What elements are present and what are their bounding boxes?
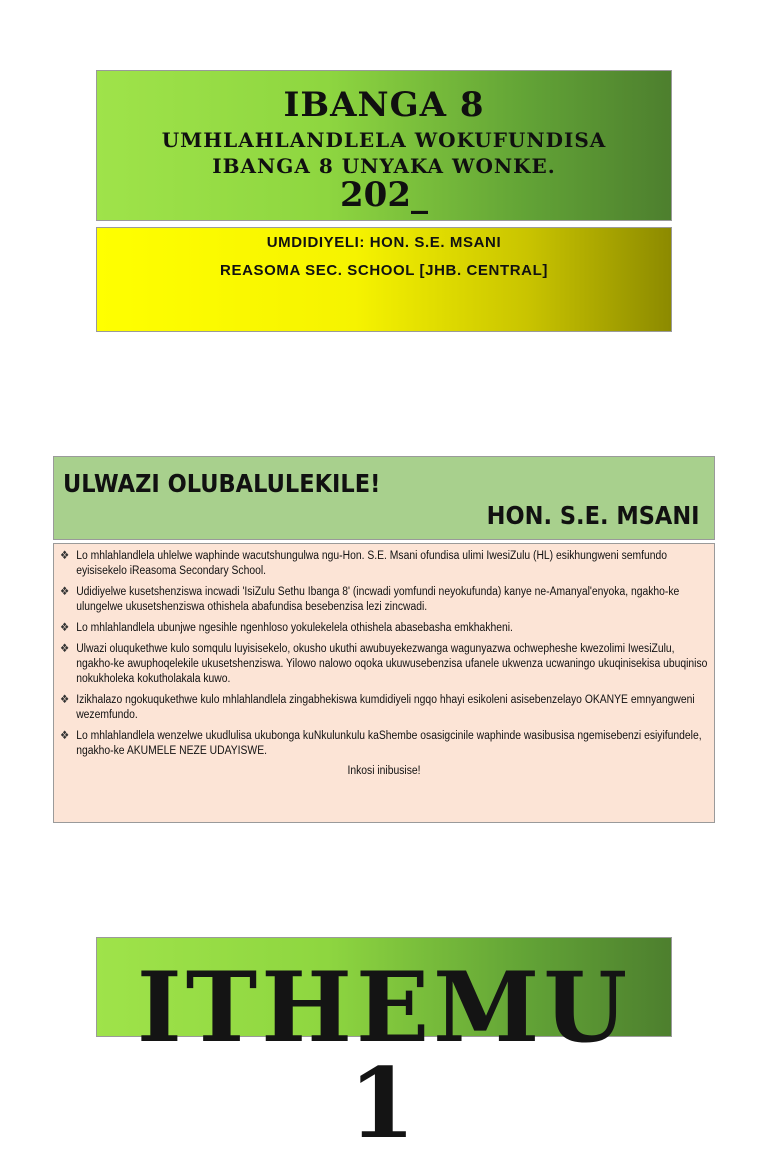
note-item — [60, 621, 711, 636]
info-author: HON. S.E. MSANI — [487, 501, 700, 530]
note-item — [60, 642, 711, 687]
info-heading: ULWAZI OLUBALULEKILE! — [63, 469, 381, 498]
note-item — [60, 549, 711, 579]
term-heading: ITHEMU 1 — [136, 951, 632, 1160]
note-text: Lo mhlahlandlela ubunjwe ngesihle ngenhloso yokulekelela othishela abasebasha emkhakheni. — [76, 622, 513, 634]
info-header — [53, 456, 715, 540]
note-text: Udidiyelwe kusetshenziswa incwadi 'IsiZulu Sethu Ibanga 8' (incwadi yomfundi neyokufunda) kanye ne-Amanyal'enyoka, ngakho-ke ulungelwe ukusetshenziswa othishela abafundisa besebenzisa lezi zincwadi. — [76, 586, 680, 613]
note-item — [60, 729, 711, 759]
note-text: Ulwazi oluqukethwe kulo somqulu luyisisekelo, okusho ukuthi awubuyekezwanga wagunyazwa ochwepheshe kwezolimi IwesiZulu, ngakho-ke awuphoqelekile ukusetshenziswa. Yilowo nalowo oqoka ukuwusebenzisa ufanele ukwenza ucwaningo ukuqinisekisa ubuqiniso nokukholeka kokutholakala kuwo. — [76, 643, 708, 685]
bullet-icon: ❖ — [60, 622, 70, 634]
compiler-name: UMDIDIYELI: HON. S.E. MSANI — [266, 234, 502, 251]
note-item — [60, 585, 711, 615]
note-text: Lo mhlahlandlela uhlelwe waphinde wacutshungulwa ngu-Hon. S.E. Msani ofundisa ulimi IwesiZulu (HL) esikhungweni semfundo eyisisekelo iReasoma Secondary School. — [76, 550, 668, 577]
bullet-icon: ❖ — [60, 586, 70, 598]
document-title: IBANGA 8 — [283, 85, 485, 125]
subtitle-line-2: IBANGA 8 UNYAKA WONKE. — [212, 154, 556, 178]
bullet-icon: ❖ — [60, 730, 70, 742]
document-subtitle — [97, 127, 671, 179]
document-year: 202_ — [340, 175, 428, 215]
bullet-icon: ❖ — [60, 643, 70, 655]
subtitle-line-1: UMHLAHLANDLELA WOKUFUNDISA — [161, 128, 607, 152]
bullet-icon: ❖ — [60, 550, 70, 562]
note-text: Lo mhlahlandlela wenzelwe ukudlulisa ukubonga kuNkulunkulu kaShembe osasigcinile waphinde wasibusisa ngemisebenzi esiyifundele, ngakho-ke AKUMELE NEZE UDAYISWE. — [76, 730, 702, 757]
note-text: Izikhalazo ngokuqukethwe kulo mhlahlandlela zingabhekiswa kumdidiyeli ngqo hhayi esikoleni asisebenzelayo OKANYE emnyangweni wezemfundo. — [76, 694, 695, 721]
notes-box — [53, 543, 715, 823]
school-name: REASOMA SEC. SCHOOL [JHB. CENTRAL] — [220, 262, 548, 279]
note-item — [60, 693, 711, 723]
notes-list — [60, 549, 708, 759]
author-block — [96, 227, 672, 332]
notes-closing: Inkosi inibusise! — [347, 765, 421, 777]
bullet-icon: ❖ — [60, 694, 70, 706]
term-block — [96, 937, 672, 1160]
title-block — [96, 70, 672, 221]
